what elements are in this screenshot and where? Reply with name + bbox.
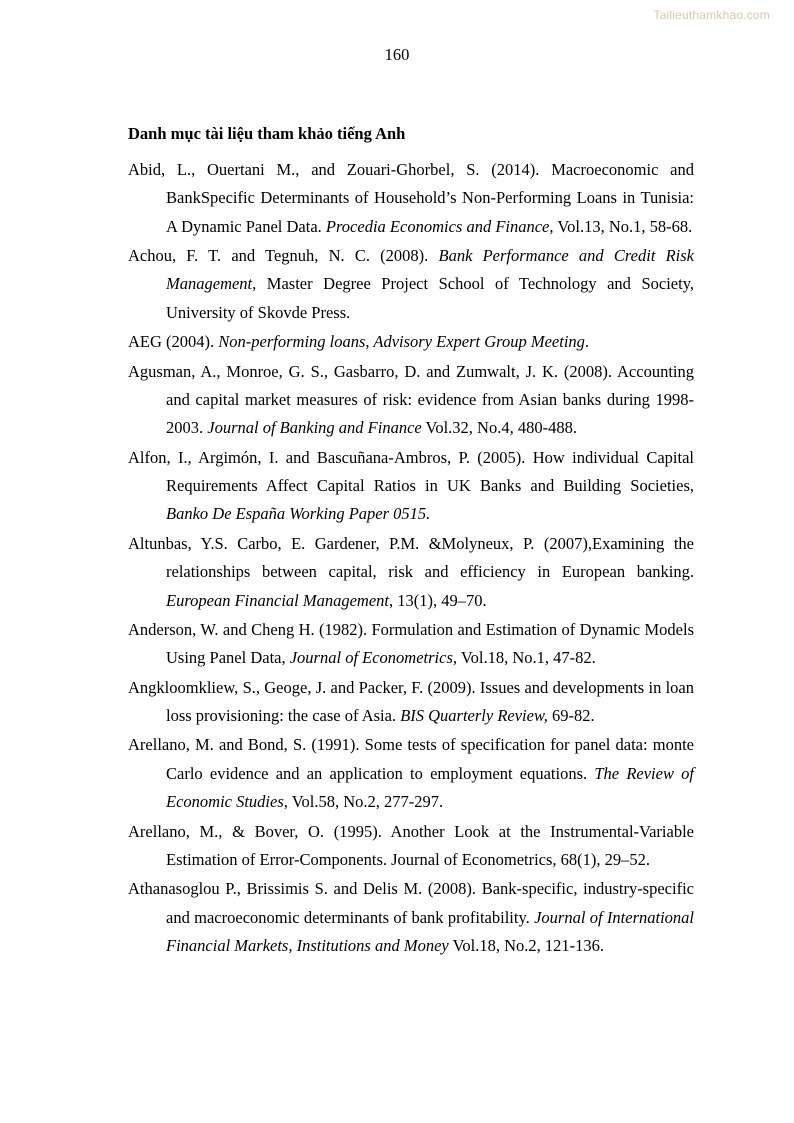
reference-entry [128,674,694,731]
reference-text: 69-82. [547,706,595,726]
reference-title-italic: BIS Quarterly Review, [400,706,548,726]
reference-text: , 13(1), 49–70. [389,590,487,610]
reference-text: . [584,332,590,352]
reference-title-italic: European Financial Management [166,590,390,610]
reference-entry [128,875,694,960]
reference-title-italic: Journal of Banking and Finance [207,418,422,438]
page-number: 160 [384,45,410,64]
reference-text: Angkloomkliew, S., Geoge, J. and Packer, F. (2009). Issues and developments in loan loss provisioning: the case of Asia. [128,677,694,726]
reference-text: Vol.18, No.2, 121-136. [448,936,604,956]
reference-title-italic: Procedia Economics and Finance [325,216,550,236]
reference-text: Altunbas, Y.S. Carbo, E. Gardener, P.M. &Molyneux, P. (2007),Examining the relationships between capital, risk and efficiency in European banking. [128,533,694,582]
reference-title-italic: Bank Performance and Credit Risk Management [166,246,694,294]
reference-title-italic: Non-performing loans, Advisory Expert Group Meeting [218,332,585,352]
reference-text: Agusman, A., Monroe, G. S., Gasbarro, D. and Zumwalt, J. K. (2008). Accounting and capital market measures of risk: evidence from Asian banks during 1998-2003. [128,361,694,438]
reference-text: Arellano, M. and Bond, S. (1991). Some tests of specification for panel data: monte Carlo evidence and an application to employment equations. [128,735,694,783]
reference-entry [128,328,694,356]
reference-entry [128,818,694,875]
reference-text: , Master Degree Project School of Technology and Society, University of Skovde Press. [166,274,694,322]
reference-text: Vol.32, No.4, 480-488. [421,418,577,438]
reference-entry [128,616,694,673]
reference-entry [128,731,694,816]
reference-title-italic: Banko De España Working Paper 0515. [166,504,431,524]
reference-text: Achou, F. T. and Tegnuh, N. C. (2008). [128,246,439,266]
reference-text: AEG (2004). [128,332,219,352]
reference-text: , Vol.13, No.1, 58-68. [549,216,693,236]
reference-text: Abid, L., Ouertani M., and Zouari-Ghorbel, S. (2014). Macroeconomic and BankSpecific Determinants of Household’s Non-Performing Loans in Tunisia: A Dynamic Panel Data. [128,159,694,236]
references-content [128,122,694,961]
reference-text: Anderson, W. and Cheng H. (1982). Formulation and Estimation of Dynamic Models Using Panel Data, [128,619,694,668]
reference-entry [128,444,694,529]
reference-entry [128,156,694,241]
reference-text: Athanasoglou P., Brissimis S. and Delis M. (2008). Bank-specific, industry-specific and macroeconomic determinants of bank profitability. [128,879,694,927]
reference-entry [128,530,694,615]
reference-list [128,156,694,961]
reference-title-italic: The Review of Economic Studies [166,763,695,812]
reference-text: Arellano, M., & Bover, O. (1995). Another Look at the Instrumental-Variable Estimation of Error-Components. Journal of Econometrics, 68(1), 29–52. [128,821,694,869]
section-title: Danh mục tài liệu tham khảo tiếng Anh [128,124,406,143]
reference-text: , Vol.58, No.2, 277-297. [283,792,444,812]
reference-entry [128,358,694,443]
watermark-text: Tailieuthamkhao.com [653,8,770,22]
reference-entry [128,242,694,327]
reference-text: , Vol.18, No.1, 47-82. [452,648,596,668]
reference-title-italic: Journal of International Financial Markets, Institutions and Money [166,907,694,956]
reference-title-italic: Journal of Econometrics [289,648,453,668]
reference-text: Alfon, I., Argimón, I. and Bascuñana-Ambros, P. (2005). How individual Capital Requirements Affect Capital Ratios in UK Banks and Building Societies, [128,447,694,496]
